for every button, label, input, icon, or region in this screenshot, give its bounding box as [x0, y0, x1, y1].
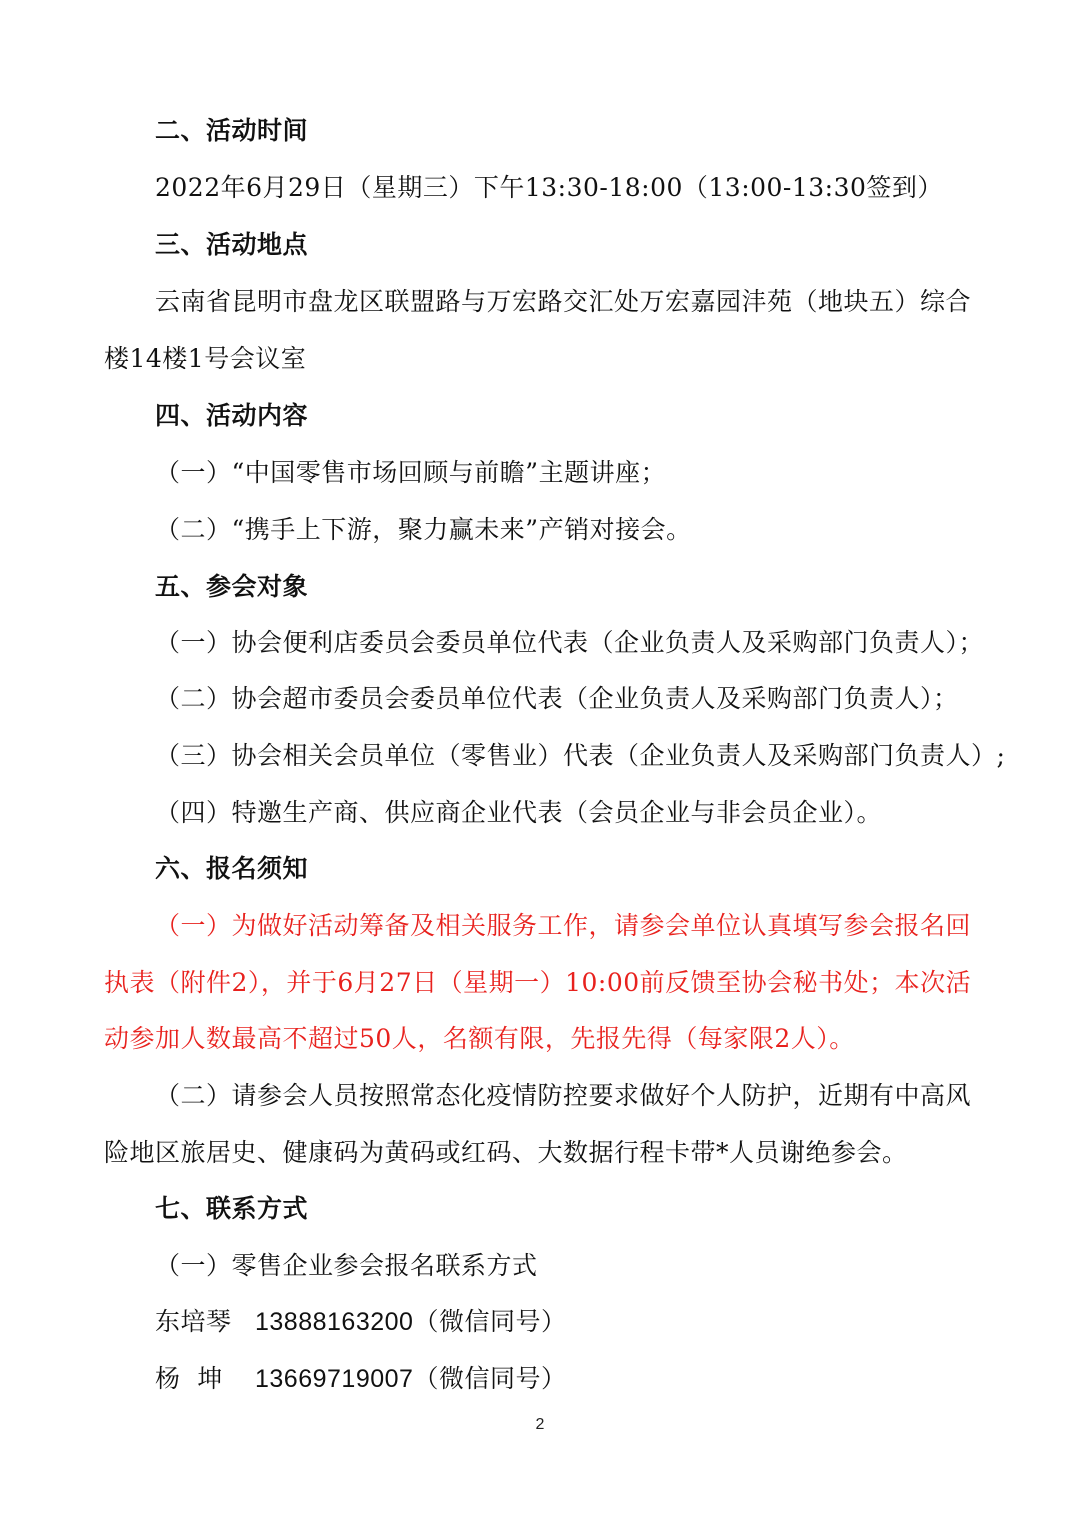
page-number: 2 [535, 1416, 545, 1433]
contact-heading: 七、联系方式 [155, 1194, 309, 1223]
attendee-item-4: （四）特邀生产商、供应商企业代表（会员企业与非会员企业）。 [155, 798, 883, 827]
contact-subheading: （一）零售企业参会报名联系方式 [155, 1251, 538, 1280]
signup-red-line-2: 执表（附件2），并于6月27日（星期一）10:00前反馈至协会秘书处；本次活 [104, 968, 972, 997]
place-line-1: 云南省昆明市盘龙区联盟路与万宏路交汇处万宏嘉园沣苑（地块五）综合 [155, 287, 972, 316]
place-line-2: 楼14楼1号会议室 [104, 344, 307, 373]
contact-phone: 13669719007（微信同号） [255, 1365, 567, 1393]
attendee-item-2: （二）协会超市委员会委员单位代表（企业负责人及采购部门负责人）； [155, 684, 959, 713]
contact-row [155, 1363, 980, 1395]
attendee-item-1: （一）协会便利店委员会委员单位代表（企业负责人及采购部门负责人）； [155, 628, 985, 657]
time-text: 2022年6月29日（星期三）下午13:30-18:00（13:00-13:30签到） [155, 173, 943, 202]
contact-row [155, 1306, 980, 1338]
signup-item2-line-2: 险地区旅居史、健康码为黄码或红码、大数据行程卡带*人员谢绝参会。 [104, 1138, 908, 1167]
attendee-item-3: （三）协会相关会员单位（零售业）代表（企业负责人及采购部门负责人）; [155, 741, 1006, 770]
content-heading: 四、活动内容 [155, 401, 309, 430]
attendee-heading: 五、参会对象 [155, 572, 309, 601]
place-heading: 三、活动地点 [155, 230, 309, 259]
signup-red-line-1: （一）为做好活动筹备及相关服务工作，请参会单位认真填写参会报名回 [155, 911, 972, 940]
signup-heading: 六、报名须知 [155, 854, 309, 883]
contact-name: 东培琴 [155, 1307, 232, 1336]
signup-item2-line-1: （二）请参会人员按照常态化疫情防控要求做好个人防护，近期有中高风 [155, 1081, 972, 1110]
content-item-1: （一）“中国零售市场回顾与前瞻”主题讲座； [155, 458, 667, 487]
time-heading: 二、活动时间 [155, 116, 309, 145]
signup-red-line-3: 动参加人数最高不超过50人，名额有限，先报先得（每家限2人）。 [104, 1024, 855, 1053]
contact-phone: 13888163200（微信同号） [255, 1308, 567, 1336]
content-item-2: （二）“携手上下游，聚力赢未来”产销对接会。 [155, 515, 692, 544]
contact-name: 杨 坤 [155, 1364, 223, 1393]
